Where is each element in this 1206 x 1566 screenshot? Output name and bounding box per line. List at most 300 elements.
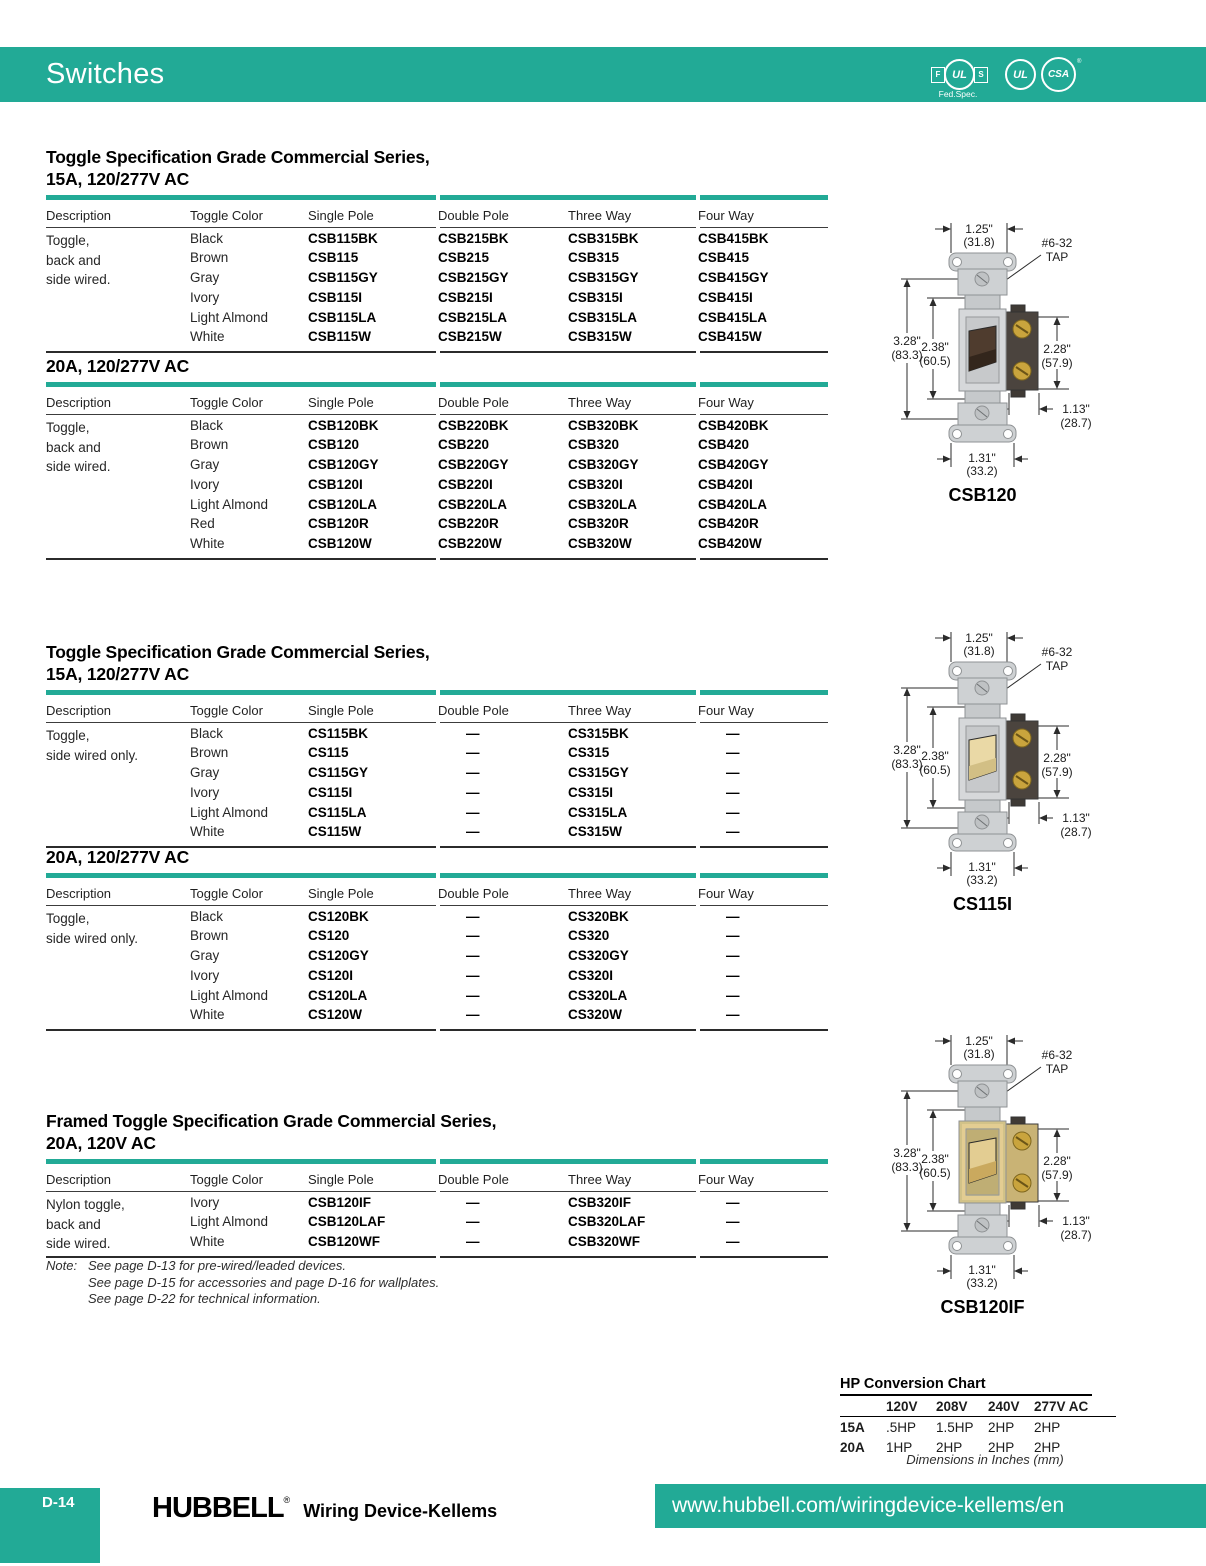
- column-header: Toggle Color: [190, 1171, 263, 1187]
- svg-text:(57.9): (57.9): [1041, 356, 1073, 370]
- part-number-cell: CS320W: [568, 1007, 623, 1023]
- part-number-cell: CS120LA: [308, 987, 368, 1003]
- part-number-cell: —: [726, 784, 740, 800]
- part-number-cell: CSB420GY: [698, 457, 769, 473]
- hp-column-header: 120V: [886, 1396, 936, 1417]
- hp-value-cell: 1HP: [886, 1439, 913, 1455]
- part-number-cell: CSB320LAF: [568, 1214, 646, 1230]
- column-header: Toggle Color: [190, 885, 263, 901]
- rule-segment: [700, 905, 828, 906]
- fed-spec-label: Fed.Spec.: [938, 89, 978, 99]
- svg-text:(57.9): (57.9): [1041, 765, 1073, 779]
- rule-segment: [46, 558, 436, 560]
- column-header: Description: [46, 394, 112, 410]
- part-number-cell: —: [466, 804, 480, 820]
- section-title-line: 20A, 120/277V AC: [46, 847, 190, 867]
- svg-text:1.13": 1.13": [1062, 1214, 1090, 1228]
- part-number-cell: CS115GY: [308, 765, 369, 781]
- switch-diagram-csb120: [861, 219, 1191, 506]
- table-body: [46, 1192, 828, 1256]
- toggle-color-cell: Black: [190, 230, 224, 246]
- svg-text:(28.7): (28.7): [1060, 416, 1092, 430]
- part-number-cell: CSB415W: [698, 329, 762, 345]
- hp-column-header: 208V: [936, 1396, 988, 1417]
- column-header: Four Way: [698, 207, 754, 223]
- part-number-cell: CSB315BK: [568, 230, 639, 246]
- svg-text:(31.8): (31.8): [963, 1047, 995, 1061]
- part-number-cell: CSB420LA: [698, 496, 768, 512]
- column-header: Double Pole: [438, 394, 509, 410]
- svg-text:1.13": 1.13": [1062, 402, 1090, 416]
- hp-value-cell: 1.5HP: [936, 1419, 974, 1435]
- rule-segment: [440, 1029, 696, 1031]
- hp-column-header: 277V AC: [1034, 1396, 1116, 1417]
- diagram-caption: CS115I: [952, 894, 1013, 914]
- section-title-line: 20A, 120V AC: [46, 1133, 156, 1153]
- svg-text:1.25": 1.25": [965, 631, 993, 645]
- svg-text:1.25": 1.25": [965, 222, 993, 236]
- part-number-cell: CSB115: [308, 250, 359, 266]
- part-number-cell: —: [466, 824, 480, 840]
- part-number-cell: CSB320IF: [568, 1194, 632, 1210]
- footer-page-box: [0, 1488, 100, 1563]
- description-line: back and: [46, 439, 101, 455]
- part-number-cell: CSB320BK: [568, 417, 639, 433]
- part-number-cell: CS320LA: [568, 987, 628, 1003]
- part-number-cell: CSB120R: [308, 516, 369, 532]
- note-label: Note:: [46, 1258, 78, 1273]
- page-title: Switches: [46, 58, 165, 90]
- column-header: Single Pole: [308, 702, 374, 718]
- toggle-color-cell: Black: [190, 908, 224, 924]
- rule-segment: [46, 1159, 436, 1164]
- part-number-cell: —: [726, 1007, 740, 1023]
- column-header: Three Way: [568, 702, 632, 718]
- part-number-cell: CS115: [308, 745, 349, 761]
- part-number-cell: CS115I: [308, 784, 353, 800]
- part-number-cell: CS315LA: [568, 804, 628, 820]
- toggle-color-cell: White: [190, 1007, 225, 1023]
- rule-segment: [700, 722, 828, 723]
- description-cell: [46, 418, 190, 556]
- rule-segment: [700, 1029, 828, 1031]
- toggle-color-cell: Brown: [190, 745, 229, 761]
- column-header: Three Way: [568, 394, 632, 410]
- part-number-cell: CSB115I: [308, 289, 363, 305]
- part-number-cell: —: [726, 967, 740, 983]
- part-number-cell: —: [726, 1214, 740, 1230]
- toggle-color-cell: Black: [190, 725, 224, 741]
- table-header-row: [46, 1164, 828, 1191]
- ul-fed-icon: UL: [944, 59, 975, 90]
- part-number-cell: CSB120GY: [308, 457, 379, 473]
- rule-segment: [440, 690, 696, 695]
- column-header: Description: [46, 207, 112, 223]
- bottom-rule: [46, 351, 828, 353]
- fed-s-box: S: [974, 67, 988, 83]
- part-number-cell: CS315: [568, 745, 610, 761]
- part-number-cell: CSB320: [568, 437, 620, 453]
- part-number-cell: CSB320R: [568, 516, 629, 532]
- note-text: See page D-13 for pre-wired/leaded devices.: [88, 1258, 346, 1273]
- svg-text:(57.9): (57.9): [1041, 1168, 1073, 1182]
- part-number-cell: CS120BK: [308, 908, 369, 924]
- column-header: Double Pole: [438, 702, 509, 718]
- part-number-cell: —: [726, 725, 740, 741]
- svg-text:#6-32: #6-32: [1041, 1048, 1073, 1062]
- rule-segment: [440, 195, 696, 200]
- part-number-cell: CSB320W: [568, 535, 632, 551]
- toggle-color-cell: White: [190, 824, 225, 840]
- hp-value-cell: 2HP: [988, 1439, 1015, 1455]
- part-number-cell: CSB115W: [308, 329, 372, 345]
- toggle-color-cell: Gray: [190, 948, 220, 964]
- part-number-cell: —: [466, 948, 480, 964]
- part-number-cell: CSB415GY: [698, 270, 769, 286]
- svg-text:(31.8): (31.8): [963, 644, 995, 658]
- ul-icon: UL: [1005, 59, 1036, 90]
- svg-text:1.31": 1.31": [968, 451, 996, 465]
- bottom-rule: [46, 1029, 828, 1031]
- part-number-cell: CSB220LA: [438, 496, 508, 512]
- footer-url-band: [655, 1484, 1206, 1528]
- rule-segment: [700, 558, 828, 560]
- rule-segment: [46, 382, 436, 387]
- description-line: side wired.: [46, 272, 111, 288]
- part-number-cell: —: [466, 967, 480, 983]
- svg-text:2.28": 2.28": [1043, 751, 1071, 765]
- hp-conversion-chart: [840, 1376, 1116, 1457]
- part-number-cell: CSB320GY: [568, 457, 639, 473]
- svg-text:#6-32: #6-32: [1041, 645, 1073, 659]
- part-number-cell: CS120I: [308, 967, 354, 983]
- part-number-cell: CSB120IF: [308, 1194, 372, 1210]
- column-header: Toggle Color: [190, 394, 263, 410]
- part-number-cell: CSB120I: [308, 476, 363, 492]
- part-number-cell: —: [726, 948, 740, 964]
- rule-segment: [440, 873, 696, 878]
- column-header: Single Pole: [308, 207, 374, 223]
- part-number-cell: CSB220I: [438, 476, 493, 492]
- part-number-cell: —: [466, 1214, 480, 1230]
- part-number-cell: CSB320LA: [568, 496, 638, 512]
- part-number-cell: —: [726, 908, 740, 924]
- svg-text:3.28": 3.28": [893, 334, 921, 348]
- part-number-cell: CSB120LAF: [308, 1214, 386, 1230]
- toggle-color-cell: Ivory: [190, 1194, 220, 1210]
- part-number-cell: CSB215GY: [438, 270, 509, 286]
- switch-diagram-csb120if: [861, 1031, 1191, 1318]
- hp-column-header: 240V: [988, 1396, 1034, 1417]
- column-header: Four Way: [698, 885, 754, 901]
- toggle-color-cell: Black: [190, 417, 224, 433]
- toggle-color-cell: Light Almond: [190, 1214, 269, 1230]
- rule-segment: [700, 227, 828, 228]
- part-number-cell: —: [466, 725, 480, 741]
- part-number-cell: CS115BK: [308, 725, 369, 741]
- svg-text:1.31": 1.31": [968, 860, 996, 874]
- column-header: Three Way: [568, 207, 632, 223]
- part-number-cell: CSB215W: [438, 329, 502, 345]
- hp-value-cell: 2HP: [988, 1419, 1015, 1435]
- toggle-color-cell: Brown: [190, 437, 229, 453]
- svg-text:(60.5): (60.5): [919, 763, 951, 777]
- bottom-rule: [46, 558, 828, 560]
- section-title: [46, 146, 828, 190]
- part-number-cell: CSB315GY: [568, 270, 639, 286]
- part-number-cell: CSB420R: [698, 516, 759, 532]
- svg-text:2.28": 2.28": [1043, 342, 1071, 356]
- part-number-cell: CSB215: [438, 250, 490, 266]
- fed-spec-ul-logo: [931, 59, 988, 90]
- part-number-cell: CS315I: [568, 784, 614, 800]
- description-line: Toggle,: [46, 727, 90, 743]
- part-number-cell: CSB320WF: [568, 1234, 641, 1250]
- column-header: Description: [46, 1171, 112, 1187]
- note-text: See page D-22 for technical information.: [88, 1291, 321, 1307]
- brand-suffix: Wiring Device-Kellems: [303, 1501, 498, 1521]
- svg-text:1.31": 1.31": [968, 1263, 996, 1277]
- part-number-cell: CS120: [308, 928, 350, 944]
- part-number-cell: CS320: [568, 928, 610, 944]
- svg-text:(28.7): (28.7): [1060, 825, 1092, 839]
- svg-text:TAP: TAP: [1045, 659, 1069, 673]
- rule-segment: [700, 873, 828, 878]
- rule-segment: [700, 351, 828, 353]
- section-title-line: Framed Toggle Specification Grade Commercial Series,: [46, 1111, 497, 1131]
- svg-text:3.28": 3.28": [893, 743, 921, 757]
- part-number-cell: CSB220R: [438, 516, 499, 532]
- table-body: [46, 415, 828, 558]
- column-header: Single Pole: [308, 394, 374, 410]
- toggle-color-cell: Brown: [190, 928, 229, 944]
- rule-segment: [700, 1191, 828, 1192]
- rule-segment: [46, 1191, 436, 1192]
- csa-icon: CSA: [1041, 57, 1076, 92]
- toggle-color-cell: Gray: [190, 270, 220, 286]
- rule-segment: [440, 1159, 696, 1164]
- part-number-cell: —: [466, 745, 480, 761]
- hp-value-cell: .5HP: [886, 1419, 917, 1435]
- toggle-color-cell: White: [190, 329, 225, 345]
- table-body: [46, 906, 828, 1029]
- description-cell: [46, 726, 190, 844]
- rule-segment: [700, 690, 828, 695]
- column-header: Three Way: [568, 1171, 632, 1187]
- svg-text:(33.2): (33.2): [966, 464, 998, 478]
- part-number-cell: CSB215I: [438, 289, 493, 305]
- table-header-row: [46, 200, 828, 227]
- part-number-cell: CSB115GY: [308, 270, 378, 286]
- rule-segment: [440, 414, 696, 415]
- rule-segment: [700, 195, 828, 200]
- toggle-color-cell: Ivory: [190, 967, 220, 983]
- brand-wordmark: HUBBELL: [152, 1492, 284, 1524]
- column-header: Four Way: [698, 1171, 754, 1187]
- description-line: Toggle,: [46, 232, 90, 248]
- toggle-color-cell: Brown: [190, 250, 229, 266]
- section-title-line: Toggle Specification Grade Commercial Series,: [46, 147, 430, 167]
- part-number-cell: CSB115BK: [308, 230, 378, 246]
- part-number-cell: —: [726, 1234, 740, 1250]
- svg-text:1.13": 1.13": [1062, 811, 1090, 825]
- part-number-cell: CS115LA: [308, 804, 367, 820]
- column-header: Double Pole: [438, 207, 509, 223]
- toggle-color-cell: Ivory: [190, 289, 220, 305]
- part-number-cell: CS320GY: [568, 948, 629, 964]
- csa-registered-mark: ®: [1077, 59, 1082, 65]
- description-line: Toggle,: [46, 910, 90, 926]
- spec-table: [46, 195, 828, 353]
- description-cell: [46, 1195, 190, 1254]
- column-header: Double Pole: [438, 1171, 509, 1187]
- part-number-cell: —: [466, 784, 480, 800]
- registered-mark: ®: [283, 1495, 291, 1505]
- section-title-line: 20A, 120/277V AC: [46, 356, 190, 376]
- description-line: Nylon toggle,: [46, 1196, 125, 1212]
- part-number-cell: —: [726, 745, 740, 761]
- description-line: Toggle,: [46, 419, 90, 435]
- part-number-cell: CSB420BK: [698, 417, 769, 433]
- column-header: Four Way: [698, 394, 754, 410]
- hp-row-label: 15A: [840, 1419, 865, 1435]
- column-header: Four Way: [698, 702, 754, 718]
- table-body: [46, 723, 828, 846]
- section-title-line: Toggle Specification Grade Commercial Series,: [46, 642, 430, 662]
- diagram-caption: CSB120IF: [940, 1297, 1025, 1317]
- part-number-cell: CSB215LA: [438, 309, 508, 325]
- toggle-color-cell: Gray: [190, 765, 220, 781]
- column-header: Description: [46, 702, 112, 718]
- column-header: Single Pole: [308, 1171, 374, 1187]
- spec-table: [46, 873, 828, 1031]
- rule-segment: [440, 905, 696, 906]
- column-header: Toggle Color: [190, 207, 263, 223]
- rule-segment: [700, 382, 828, 387]
- description-line: side wired only.: [46, 930, 139, 946]
- toggle-color-cell: Red: [190, 516, 215, 532]
- hp-value-cell: 2HP: [936, 1439, 963, 1455]
- switch-diagram-cs115i: [861, 628, 1191, 915]
- svg-text:2.38": 2.38": [921, 1152, 949, 1166]
- part-number-cell: CSB415LA: [698, 309, 768, 325]
- part-number-cell: CSB415: [698, 250, 750, 266]
- svg-text:(31.8): (31.8): [963, 235, 995, 249]
- rule-segment: [440, 351, 696, 353]
- notes-block: [46, 1258, 439, 1308]
- column-header: Single Pole: [308, 885, 374, 901]
- part-number-cell: CS315GY: [568, 765, 629, 781]
- part-number-cell: CS315W: [568, 824, 623, 840]
- hp-value-cell: 2HP: [1034, 1439, 1061, 1455]
- description-cell: [46, 909, 190, 1027]
- part-number-cell: —: [466, 987, 480, 1003]
- part-number-cell: CSB420I: [698, 476, 753, 492]
- toggle-color-cell: Ivory: [190, 784, 220, 800]
- part-number-cell: CSB220W: [438, 535, 502, 551]
- svg-text:#6-32: #6-32: [1041, 236, 1073, 250]
- part-number-cell: CSB120WF: [308, 1234, 381, 1250]
- rule-segment: [46, 690, 436, 695]
- rule-segment: [46, 414, 436, 415]
- toggle-color-cell: White: [190, 1234, 225, 1250]
- part-number-cell: —: [726, 824, 740, 840]
- part-number-cell: —: [726, 804, 740, 820]
- spec-table: [46, 382, 828, 560]
- website-link[interactable]: www.hubbell.com/wiringdevice-kellems/en: [672, 1494, 1065, 1517]
- note-line: [46, 1258, 439, 1275]
- section-title: [46, 846, 828, 868]
- toggle-color-cell: Ivory: [190, 476, 220, 492]
- spec-table: [46, 1159, 828, 1258]
- rule-segment: [46, 195, 436, 200]
- rule-segment: [700, 414, 828, 415]
- rule-segment: [440, 558, 696, 560]
- rule-segment: [440, 722, 696, 723]
- part-number-cell: —: [466, 1007, 480, 1023]
- part-number-cell: CSB315: [568, 250, 620, 266]
- svg-text:(60.5): (60.5): [919, 354, 951, 368]
- part-number-cell: CSB420: [698, 437, 750, 453]
- table-body: [46, 228, 828, 351]
- part-number-cell: CSB420W: [698, 535, 762, 551]
- part-number-cell: CSB120W: [308, 535, 372, 551]
- part-number-cell: CSB220GY: [438, 457, 509, 473]
- part-number-cell: CSB120BK: [308, 417, 379, 433]
- column-header: Toggle Color: [190, 702, 263, 718]
- section-title-line: 15A, 120/277V AC: [46, 169, 190, 189]
- note-text: See page D-15 for accessories and page D-16 for wallplates.: [88, 1274, 440, 1290]
- part-number-cell: CSB120: [308, 437, 360, 453]
- section-toggle-spec-15a: [46, 146, 828, 353]
- part-number-cell: CSB415BK: [698, 230, 769, 246]
- part-number-cell: CSB215BK: [438, 230, 509, 246]
- table-header-row: [46, 387, 828, 414]
- column-header: Three Way: [568, 885, 632, 901]
- section-toggle-sidewired-20a: [46, 846, 828, 1031]
- part-number-cell: CS320I: [568, 967, 614, 983]
- dimensions-footnote: Dimensions in Inches (mm): [906, 1452, 1064, 1467]
- part-number-cell: —: [466, 908, 480, 924]
- svg-text:(28.7): (28.7): [1060, 1228, 1092, 1242]
- description-line: back and: [46, 252, 101, 268]
- rule-segment: [700, 1256, 828, 1258]
- toggle-color-cell: Gray: [190, 457, 220, 473]
- rule-segment: [440, 1191, 696, 1192]
- part-number-cell: CSB120LA: [308, 496, 378, 512]
- description-line: side wired.: [46, 459, 111, 475]
- description-line: back and: [46, 1216, 101, 1232]
- svg-text:(83.3): (83.3): [891, 757, 923, 771]
- section-title: [46, 1110, 828, 1154]
- toggle-color-cell: Light Almond: [190, 496, 269, 512]
- toggle-color-cell: Light Almond: [190, 804, 269, 820]
- rule-segment: [46, 722, 436, 723]
- part-number-cell: CSB315LA: [568, 309, 638, 325]
- svg-text:(33.2): (33.2): [966, 873, 998, 887]
- hp-chart-grid: [840, 1396, 1116, 1457]
- rule-segment: [440, 1256, 696, 1258]
- part-number-cell: —: [726, 765, 740, 781]
- svg-text:2.38": 2.38": [921, 749, 949, 763]
- spec-table: [46, 690, 828, 848]
- part-number-cell: —: [466, 765, 480, 781]
- part-number-cell: —: [726, 987, 740, 1003]
- part-number-cell: CSB415I: [698, 289, 753, 305]
- rule-segment: [46, 227, 436, 228]
- part-number-cell: —: [726, 928, 740, 944]
- toggle-color-cell: Light Almond: [190, 309, 269, 325]
